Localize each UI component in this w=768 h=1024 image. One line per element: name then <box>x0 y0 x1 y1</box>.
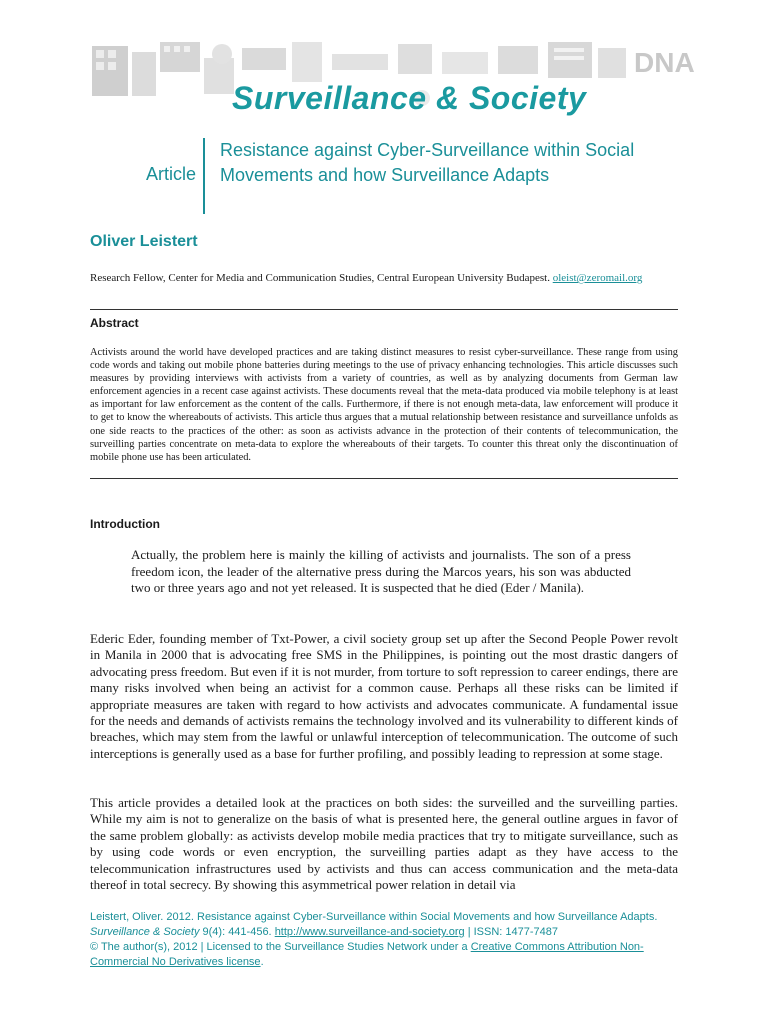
citation-volume: 9(4): 441-456. <box>202 926 272 938</box>
abstract-top-rule <box>90 309 678 310</box>
author-affiliation <box>90 272 642 284</box>
interview-quote: Actually, the problem here is mainly the killing of activists and journalists. The son of a press freedom icon, the leader of the alternative press during the Marcos years, his son was abducted two or three years ago and not yet released. It is suspected that he died (Eder / Manila). <box>131 547 631 596</box>
author-email-link[interactable]: oleist@zeromail.org <box>552 272 643 284</box>
journal-url-link[interactable]: http://www.surveillance-and-society.org <box>274 926 465 938</box>
abstract-heading: Abstract <box>90 316 139 330</box>
affiliation-text: Research Fellow, Center for Media and Communication Studies, Central European University Budapest. <box>90 272 550 284</box>
abstract-bottom-rule <box>90 478 678 479</box>
body-paragraph: Ederic Eder, founding member of Txt-Power, a civil society group set up after the Second People Power revolt in Manila in 2000 that is advocating free SMS in the Philippines, is pointing out the most drastic dangers of advocating press freedom. But even if it is not murder, from torture to soft repression to career endings, there are many risks involved when being an activist for a common cause. Perhaps all these risks can be limited if appropriate measures are taken with regard to how activists and advocates communicate. A fundamental issue for the needs and demands of activists remains the technology involved and its vulnerability to different kinds of breaches, which may stem from the lawful or unlawful interception of telecommunication. The outcome of such interceptions is generally used as a base for further profiling, and possibly leading to repression at some stage. <box>90 631 678 761</box>
license-link[interactable]: Creative Commons Attribution Non-Commercial No Derivatives license <box>90 941 644 968</box>
author-name: Oliver Leistert <box>90 233 198 250</box>
svg-text:DNA: DNA <box>634 47 695 78</box>
journal-title: Surveillance & Society <box>232 80 587 116</box>
title-divider <box>203 138 205 214</box>
citation-footer <box>90 910 690 970</box>
body-paragraph: This article provides a detailed look at the practices on both sides: the surveilled and the surveilling parties. While my aim is not to generalize on the basis of what is presented here, the general outline argues in favor of the same problem globally: as activists develop mobile media practices that try to mitigate surveillance, such as by using code words or even encryption, the surveilling parties adapt as they have access to the telecommunication infrastructures used by activists and thus can access communication and the meta-data thereof in total secrecy. By showing this asymmetrical power relation in detail via <box>90 795 678 893</box>
citation-end-punctuation: . <box>260 956 264 968</box>
citation-journal-name: Surveillance & Society <box>90 926 200 938</box>
article-type-label: Article <box>145 164 196 184</box>
introduction-heading: Introduction <box>90 517 160 531</box>
copyright-text: © The author(s), 2012 | Licensed to the Surveillance Studies Network under a <box>90 941 468 953</box>
abstract-text: Activists around the world have developed practices and are taking distinct measures to resist cyber-surveillance. These range from using code words and taking out mobile phone batteries during meetings to the use of privacy enhancing technologies. This article discusses such measures by providing interviews with activists from a variety of countries, as well as by analyzing documents from German law enforcement agencies in a recent case against activists. These documents reveal that the meta-data produced via mobile telephony is at least as important for law enforcement as the content of the calls. Furthermore, if there is not enough meta-data, law enforcement will produce it to get to know the whereabouts of activists. This article thus argues that a mutual relationship between resistance and surveillance unfolds as one side reacts to the practices of the other: as soon as activists advance in the protection of their contents of telecommunication, the surveilling parties concentrate on meta-data to explore the whereabouts of their targets. To counter this threat only the discontinuation of mobile phone use has been articulated. <box>90 347 678 463</box>
article-title: Resistance against Cyber-Surveillance within Social Movements and how Surveillance Adapts <box>220 140 635 185</box>
citation-text: Leistert, Oliver. 2012. Resistance against Cyber-Surveillance within Social Movements and how Surveillance Adapts. <box>90 911 658 923</box>
journal-masthead <box>0 0 768 125</box>
citation-issn: | ISSN: 1477-7487 <box>467 926 558 938</box>
